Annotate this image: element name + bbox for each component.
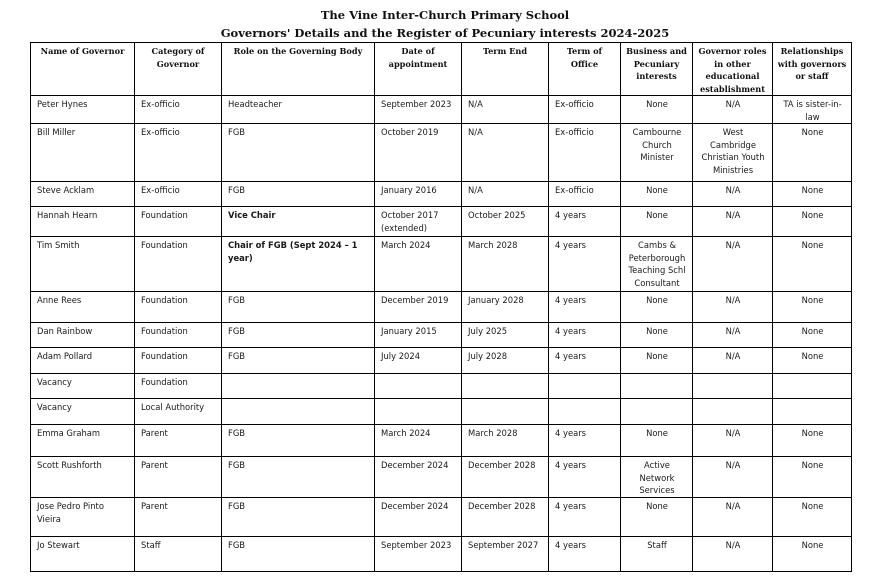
header-category: Category of Governor (135, 43, 222, 96)
term-end-cell: January 2028 (462, 292, 549, 323)
governor-role-cell (222, 374, 375, 399)
other-roles-cell: N/A (693, 348, 773, 374)
table-row (31, 537, 852, 572)
governor-name-cell: Vacancy (31, 374, 135, 399)
appointment-date-cell: March 2024 (375, 425, 462, 457)
business-interests-cell: None (621, 207, 693, 237)
other-roles-cell (693, 374, 773, 399)
business-interests-cell (621, 399, 693, 425)
relationships-cell: None (773, 457, 852, 498)
governor-name-cell: Adam Pollard (31, 348, 135, 374)
table-row (31, 96, 852, 124)
term-of-office-cell: 4 years (549, 425, 621, 457)
governor-category-cell: Foundation (135, 348, 222, 374)
term-end-cell: October 2025 (462, 207, 549, 237)
term-of-office-cell: 4 years (549, 498, 621, 537)
term-end-cell (462, 374, 549, 399)
term-end-cell: December 2028 (462, 498, 549, 537)
governor-role-cell: FGB (222, 182, 375, 207)
document-subtitle: Governors' Details and the Register of Pecuniary interests 2024-2025 (220, 26, 670, 40)
term-end-cell: March 2028 (462, 425, 549, 457)
table-row (31, 457, 852, 498)
governor-category-cell: Foundation (135, 323, 222, 348)
term-of-office-cell: 4 years (549, 457, 621, 498)
governor-category-cell: Staff (135, 537, 222, 572)
governor-category-cell: Local Authority (135, 399, 222, 425)
other-roles-cell: N/A (693, 457, 773, 498)
table-row (31, 399, 852, 425)
relationships-cell: TA is sister-in-law (773, 96, 852, 124)
term-end-cell: N/A (462, 182, 549, 207)
header-term-of-office: Term of Office (549, 43, 621, 96)
term-end-cell: March 2028 (462, 237, 549, 292)
table-row (31, 374, 852, 399)
business-interests-cell: None (621, 348, 693, 374)
governor-category-cell: Ex-officio (135, 182, 222, 207)
governor-category-cell: Foundation (135, 207, 222, 237)
business-interests-cell: Cambs & Peterborough Teaching Schl Consultant (621, 237, 693, 292)
other-roles-cell: N/A (693, 425, 773, 457)
governor-role-cell: FGB (222, 498, 375, 537)
other-roles-cell: N/A (693, 292, 773, 323)
relationships-cell: None (773, 237, 852, 292)
other-roles-cell: N/A (693, 182, 773, 207)
appointment-date-cell: December 2019 (375, 292, 462, 323)
table-row (31, 124, 852, 182)
term-of-office-cell: 4 years (549, 348, 621, 374)
document-title: The Vine Inter-Church Primary School (320, 8, 570, 22)
term-of-office-cell: 4 years (549, 207, 621, 237)
term-end-cell: July 2028 (462, 348, 549, 374)
term-of-office-cell: 4 years (549, 323, 621, 348)
governor-role-cell: FGB (222, 348, 375, 374)
governor-role-cell: FGB (222, 292, 375, 323)
governor-name-cell: Steve Acklam (31, 182, 135, 207)
term-end-cell: N/A (462, 96, 549, 124)
governors-register-table (30, 42, 852, 572)
term-of-office-cell: 4 years (549, 537, 621, 572)
table-row (31, 425, 852, 457)
appointment-date-cell: September 2023 (375, 537, 462, 572)
term-of-office-cell: 4 years (549, 292, 621, 323)
relationships-cell: None (773, 292, 852, 323)
table-row (31, 237, 852, 292)
term-of-office-cell: Ex-officio (549, 182, 621, 207)
governor-role-cell: FGB (222, 124, 375, 182)
term-of-office-cell: Ex-officio (549, 124, 621, 182)
header-date-appointment: Date of appointment (375, 43, 462, 96)
governor-category-cell: Foundation (135, 292, 222, 323)
business-interests-cell (621, 374, 693, 399)
term-end-cell: N/A (462, 124, 549, 182)
header-term-end: Term End (462, 43, 549, 96)
governor-role-cell: Vice Chair (222, 207, 375, 237)
term-of-office-cell: Ex-officio (549, 96, 621, 124)
table-row (31, 207, 852, 237)
appointment-date-cell: December 2024 (375, 457, 462, 498)
business-interests-cell: None (621, 323, 693, 348)
term-end-cell (462, 399, 549, 425)
relationships-cell: None (773, 537, 852, 572)
governor-role-cell: FGB (222, 323, 375, 348)
business-interests-cell: None (621, 182, 693, 207)
relationships-cell (773, 374, 852, 399)
header-role: Role on the Governing Body (222, 43, 375, 96)
governor-role-cell (222, 399, 375, 425)
other-roles-cell: N/A (693, 96, 773, 124)
relationships-cell: None (773, 207, 852, 237)
other-roles-cell: N/A (693, 323, 773, 348)
governor-name-cell: Dan Rainbow (31, 323, 135, 348)
governor-category-cell: Ex-officio (135, 96, 222, 124)
header-business-interests: Business and Pecuniary interests (621, 43, 693, 96)
governor-name-cell: Tim Smith (31, 237, 135, 292)
relationships-cell: None (773, 124, 852, 182)
other-roles-cell: N/A (693, 498, 773, 537)
term-of-office-cell (549, 399, 621, 425)
governor-role-cell: Chair of FGB (Sept 2024 – 1 year) (222, 237, 375, 292)
business-interests-cell: Cambourne Church Minister (621, 124, 693, 182)
governor-name-cell: Hannah Hearn (31, 207, 135, 237)
appointment-date-cell: January 2015 (375, 323, 462, 348)
business-interests-cell: None (621, 425, 693, 457)
header-other-roles: Governor roles in other educational establishment (693, 43, 773, 96)
business-interests-cell: Active Network Services (621, 457, 693, 498)
table-row (31, 348, 852, 374)
governor-category-cell: Parent (135, 425, 222, 457)
relationships-cell: None (773, 182, 852, 207)
governor-role-cell: FGB (222, 537, 375, 572)
business-interests-cell: None (621, 96, 693, 124)
term-of-office-cell: 4 years (549, 237, 621, 292)
header-name: Name of Governor (31, 43, 135, 96)
other-roles-cell (693, 399, 773, 425)
business-interests-cell: None (621, 498, 693, 537)
relationships-cell: None (773, 425, 852, 457)
appointment-date-cell: December 2024 (375, 498, 462, 537)
term-end-cell: December 2028 (462, 457, 549, 498)
relationships-cell (773, 399, 852, 425)
appointment-date-cell: July 2024 (375, 348, 462, 374)
appointment-date-cell: October 2019 (375, 124, 462, 182)
governor-name-cell: Anne Rees (31, 292, 135, 323)
term-end-cell: July 2025 (462, 323, 549, 348)
governor-role-cell: Headteacher (222, 96, 375, 124)
governor-category-cell: Foundation (135, 374, 222, 399)
governor-category-cell: Ex-officio (135, 124, 222, 182)
relationships-cell: None (773, 323, 852, 348)
governor-name-cell: Scott Rushforth (31, 457, 135, 498)
governor-name-cell: Peter Hynes (31, 96, 135, 124)
governor-name-cell: Jo Stewart (31, 537, 135, 572)
governor-category-cell: Parent (135, 498, 222, 537)
business-interests-cell: Staff (621, 537, 693, 572)
appointment-date-cell (375, 374, 462, 399)
governor-role-cell: FGB (222, 457, 375, 498)
appointment-date-cell: September 2023 (375, 96, 462, 124)
other-roles-cell: West Cambridge Christian Youth Ministries (693, 124, 773, 182)
appointment-date-cell: October 2017 (extended) (375, 207, 462, 237)
other-roles-cell: N/A (693, 207, 773, 237)
term-end-cell: September 2027 (462, 537, 549, 572)
governor-name-cell: Emma Graham (31, 425, 135, 457)
governor-role-cell: FGB (222, 425, 375, 457)
governor-category-cell: Parent (135, 457, 222, 498)
other-roles-cell: N/A (693, 537, 773, 572)
business-interests-cell: None (621, 292, 693, 323)
table-row (31, 323, 852, 348)
relationships-cell: None (773, 348, 852, 374)
table-row (31, 182, 852, 207)
governor-name-cell: Bill Miller (31, 124, 135, 182)
governor-name-cell: Jose Pedro Pinto Vieira (31, 498, 135, 537)
appointment-date-cell: March 2024 (375, 237, 462, 292)
relationships-cell: None (773, 498, 852, 537)
other-roles-cell: N/A (693, 237, 773, 292)
appointment-date-cell: January 2016 (375, 182, 462, 207)
term-of-office-cell (549, 374, 621, 399)
governor-category-cell: Foundation (135, 237, 222, 292)
header-relationships: Relationships with governors or staff (773, 43, 852, 96)
appointment-date-cell (375, 399, 462, 425)
table-row (31, 498, 852, 537)
table-row (31, 292, 852, 323)
header-row (31, 43, 852, 96)
governor-name-cell: Vacancy (31, 399, 135, 425)
